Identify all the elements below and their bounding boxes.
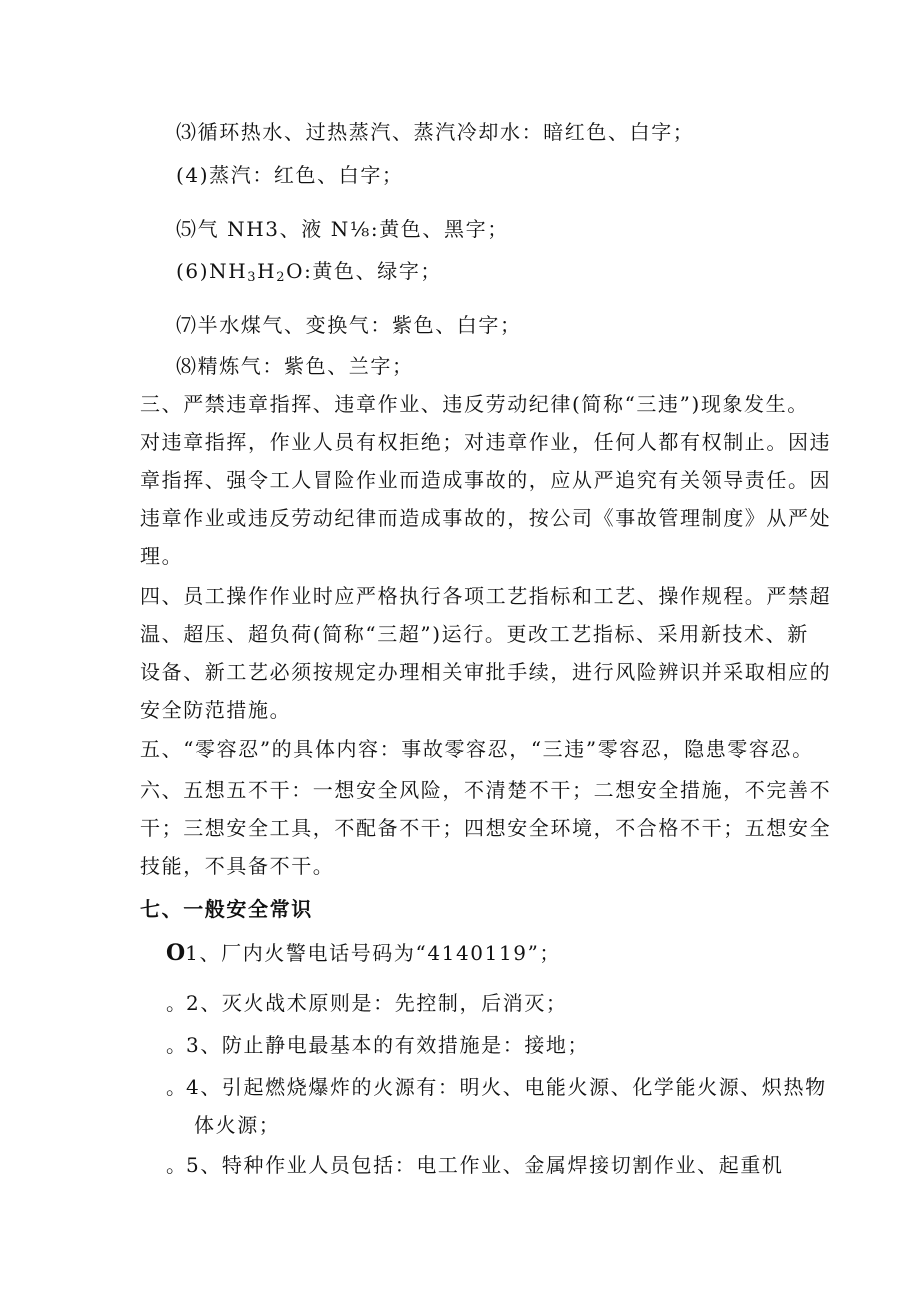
safety-item-2-text: 2、灭火战术原则是：先控制，后消灭； [186,991,568,1015]
subscript-3: 3 [247,270,258,285]
section3-line-2: 对违章指挥，作业人员有权拒绝；对违章作业，任何人都有权制止。因违 [140,430,832,454]
safety-item-4 [166,1075,827,1099]
section6-line-3: 技能，不具备不干。 [140,854,335,878]
color-item-5: ⑸气 NH3、液 N⅛:黄色、黑字； [176,217,509,241]
color-item-6-prefix: (6)NH [176,259,248,283]
safety-item-5-text: 5、特种作业人员包括：电工作业、金属焊接切割作业、起重机 [186,1153,784,1177]
bullet-marker: O [166,940,186,966]
section5-line-1: 五、“零容忍”的具体内容：事故零容忍，“三违”零容忍，隐患零容忍。 [140,737,814,761]
bullet-marker: 。 [166,1033,186,1057]
section4-line-1: 四、员工操作作业时应严格执行各项工艺指标和工艺、操作规程。严禁超 [140,584,832,608]
section7-title: 七、一般安全常识 [140,897,313,921]
safety-item-4-continued: 体火源； [194,1113,281,1137]
color-item-6 [176,259,442,290]
subscript-2: 2 [276,270,287,285]
section4-line-3: 设备、新工艺必须按规定办理相关审批手续，进行风险辨识并采取相应的 [140,660,832,684]
section6-line-2: 干；三想安全工具，不配备不干；四想安全环境，不合格不干；五想安全 [140,816,832,840]
section3-line-4: 违章作业或违反劳动纪律而造成事故的，按公司《事故管理制度》从严处 [140,506,832,530]
color-item-4: (4)蒸汽：红色、白字； [176,163,404,187]
safety-item-4-text: 4、引起燃烧爆炸的火源有：明火、电能火源、化学能火源、炽热物 [186,1075,827,1099]
section4-line-4: 安全防范措施。 [140,698,292,722]
safety-item-3-text: 3、防止静电最基本的有效措施是：接地； [186,1033,590,1057]
bullet-marker: 。 [166,991,186,1015]
bullet-marker: 。 [166,1153,186,1177]
section3-line-5: 理。 [140,544,184,568]
color-item-6-suffix: O:黄色、绿字； [286,259,443,283]
bullet-marker: 。 [166,1075,186,1099]
section3-line-3: 章指挥、强令工人冒险作业而造成事故的，应从严追究有关领导责任。因 [140,468,832,492]
color-item-3: ⑶循环热水、过热蒸汽、蒸汽冷却水：暗红色、白字； [176,120,695,144]
color-item-6-mid: H [257,259,277,283]
safety-item-1 [166,941,561,965]
safety-item-3 [166,1033,589,1057]
safety-item-5 [166,1153,784,1177]
section4-line-2: 温、超压、超负荷(简称“三超”)运行。更改工艺指标、采用新技术、新 [140,622,809,646]
section3-line-1: 三、严禁违章指挥、违章作业、违反劳动纪律(简称“三违”)现象发生。 [140,392,809,416]
safety-item-2 [166,991,568,1015]
color-item-8: ⑻精炼气：紫色、兰字； [176,354,414,378]
safety-item-1-text: 1、厂内火警电话号码为“4140119”； [185,941,562,965]
section6-line-1: 六、五想五不干：一想安全风险，不清楚不干；二想安全措施，不完善不 [140,778,832,802]
color-item-7: ⑺半水煤气、变换气：紫色、白字； [176,313,522,337]
